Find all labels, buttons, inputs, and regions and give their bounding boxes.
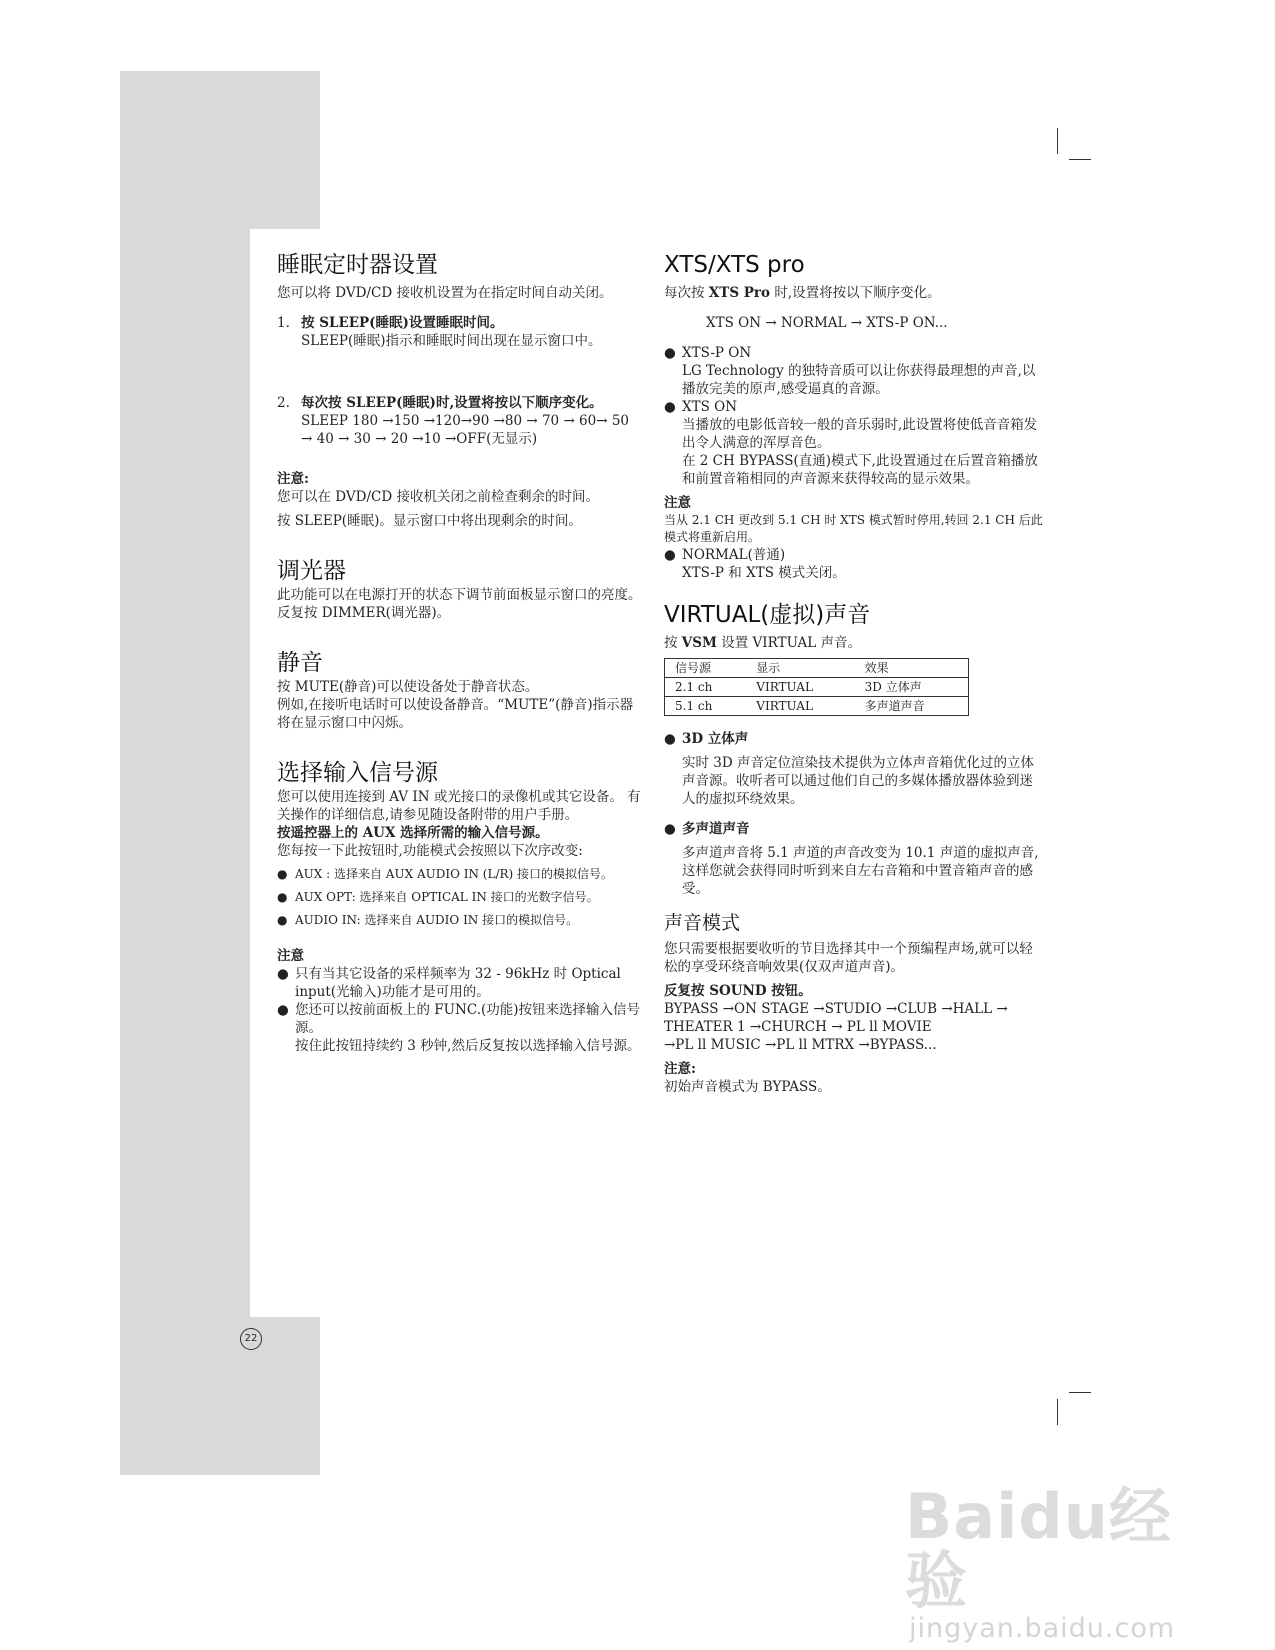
input-mode-aux-opt: AUX OPT: 选择来自 OPTICAL IN 接口的光数字信号。 bbox=[295, 890, 599, 904]
input-bold-instruction: 按遥控器上的 AUX 选择所需的输入信号源。 bbox=[277, 825, 549, 841]
virtual-title: VIRTUAL(虚拟)声音 bbox=[664, 602, 871, 628]
mute-section bbox=[277, 648, 642, 732]
sleep-sequence-line2: → 40 → 30 → 20 →10 →OFF(无显示) bbox=[301, 431, 538, 447]
table-row bbox=[665, 697, 969, 716]
sound-intro: 您只需要根据要收听的节目选择其中一个预编程声场,就可以轻松的享受环绕音响效果(仅双声道声音)。 bbox=[664, 941, 1033, 975]
mute-title: 静音 bbox=[277, 650, 323, 676]
watermark-url: jingyan.baidu.com bbox=[909, 1613, 1176, 1644]
mute-text-2: 例如,在接听电话时可以使设备静音。“MUTE”(静音)指示器将在显示窗口中闪烁。 bbox=[277, 697, 634, 731]
xts-intro: 每次按 XTS Pro 时,设置将按以下顺序变化。 bbox=[664, 285, 941, 301]
virtual-3d-text: 实时 3D 声音定位渲染技术提供为立体声音箱优化过的立体声音源。收听者可以通过他们自己的多媒体播放器体验到迷人的虚拟环绕效果。 bbox=[682, 755, 1034, 807]
xts-note-text: 当从 2.1 CH 更改到 5.1 CH 时 XTS 模式暂时停用,转回 2.1 CH 后此模式将重新启用。 bbox=[664, 513, 1043, 544]
table-cell: 多声道声音 bbox=[855, 697, 969, 716]
crop-mark bbox=[1069, 1392, 1091, 1393]
virtual-table bbox=[664, 658, 969, 716]
left-column bbox=[277, 250, 642, 1055]
watermark-logo: Baidu经验 bbox=[905, 1480, 1172, 1617]
sound-sequence-line3: →PL ll MUSIC →PL ll MTRX →BYPASS... bbox=[664, 1037, 937, 1053]
margin-band-bottom bbox=[120, 1317, 320, 1475]
xts-p-on-text: LG Technology 的独特音质可以让你获得最理想的声音,以播放完美的原声,感受逼真的音源。 bbox=[682, 363, 1036, 397]
list-item: ● AUDIO IN: 选择来自 AUDIO IN 接口的模拟信号。 bbox=[277, 913, 579, 927]
table-header: 效果 bbox=[855, 659, 969, 678]
page-number: 22 bbox=[240, 1328, 262, 1350]
sleep-title: 睡眠定时器设置 bbox=[277, 252, 438, 278]
xts-p-on-title: XTS-P ON bbox=[682, 345, 752, 361]
input-mode-audio-in: AUDIO IN: 选择来自 AUDIO IN 接口的模拟信号。 bbox=[295, 913, 579, 927]
table-header: 显示 bbox=[746, 659, 854, 678]
sound-sequence-line1: BYPASS →ON STAGE →STUDIO →CLUB →HALL → bbox=[664, 1001, 1008, 1017]
sound-sequence-line2: THEATER 1 →CHURCH → PL ll MOVIE bbox=[664, 1019, 932, 1035]
margin-band-top bbox=[120, 71, 320, 229]
sleep-sequence-line1: SLEEP 180 →150 →120→90 →80 → 70 → 60→ 50 bbox=[301, 413, 630, 429]
sleep-step1-title: 按 SLEEP(睡眠)设置睡眠时间。 bbox=[301, 315, 504, 331]
xts-title: XTS/XTS pro bbox=[664, 252, 805, 278]
input-note-2b: 按住此按钮持续约 3 秒钟,然后反复按以选择输入信号源。 bbox=[295, 1038, 641, 1054]
xts-normal-text: XTS-P 和 XTS 模式关闭。 bbox=[682, 565, 846, 581]
table-cell: 5.1 ch bbox=[665, 697, 747, 716]
list-item: ● AUX : 选择来自 AUX AUDIO IN (L/R) 接口的模拟信号。 bbox=[277, 867, 614, 881]
table-header-row bbox=[665, 659, 969, 678]
list-item: ● 多声道声音 bbox=[664, 821, 750, 837]
virtual-intro: 按 VSM 设置 VIRTUAL 声音。 bbox=[664, 635, 862, 651]
virtual-multichannel-title: 多声道声音 bbox=[682, 821, 750, 837]
sleep-intro: 您可以将 DVD/CD 接收机设置为在指定时间自动关闭。 bbox=[277, 285, 613, 301]
sound-bold-instruction: 反复按 SOUND 按钮。 bbox=[664, 983, 812, 999]
right-column bbox=[664, 250, 1044, 1096]
list-item: ● XTS ON 当播放的电影低音较一般的音乐弱时,此设置将使低音音箱发出令人满意的浑厚音色。 在 2 CH BYPASS(直通)模式下,此设置通过在后置音箱播放和前置音箱相同的声音源来获得较高的显示效果。 bbox=[664, 398, 1044, 488]
input-section bbox=[277, 758, 642, 1055]
sleep-step-2 bbox=[277, 394, 642, 448]
table-cell: 2.1 ch bbox=[665, 678, 747, 697]
xts-sequence: XTS ON → NORMAL → XTS-P ON... bbox=[706, 315, 948, 331]
input-text-2: 您每按一下此按钮时,功能模式会按照以下次序改变: bbox=[277, 843, 583, 859]
list-item: ● 3D 立体声 bbox=[664, 731, 749, 747]
virtual-3d-title: 3D 立体声 bbox=[682, 731, 749, 747]
input-note-2a: 您还可以按前面板上的 FUNC.(功能)按钮来选择输入信号源。 bbox=[295, 1002, 641, 1036]
virtual-multichannel-text: 多声道声音将 5.1 声道的声音改变为 10.1 声道的虚拟声音,这样您就会获得同时听到来自左右音箱和中置音箱声音的感受。 bbox=[682, 845, 1039, 897]
crop-mark bbox=[1057, 1399, 1058, 1425]
input-note-1: 只有当其它设备的采样频率为 32 - 96kHz 时 Optical input(光输入)功能才是可用的。 bbox=[295, 966, 621, 1000]
sleep-step1-text: SLEEP(睡眠)指示和睡眠时间出现在显示窗口中。 bbox=[301, 333, 602, 349]
sound-note-title: 注意: bbox=[664, 1061, 696, 1077]
sound-note-text: 初始声音模式为 BYPASS。 bbox=[664, 1079, 831, 1095]
dimmer-title: 调光器 bbox=[277, 558, 346, 584]
step-number: 2. bbox=[277, 395, 290, 411]
input-note-title: 注意 bbox=[277, 948, 304, 964]
xts-normal-title: NORMAL(普通) bbox=[682, 547, 786, 563]
table-cell: 3D 立体声 bbox=[855, 678, 969, 697]
input-mode-aux: AUX : 选择来自 AUX AUDIO IN (L/R) 接口的模拟信号。 bbox=[295, 867, 614, 881]
sleep-note-1: 您可以在 DVD/CD 接收机关闭之前检查剩余的时间。 bbox=[277, 489, 599, 505]
dimmer-section bbox=[277, 556, 642, 622]
virtual-section bbox=[664, 600, 1044, 898]
table-cell: VIRTUAL bbox=[746, 697, 854, 716]
crop-mark bbox=[1069, 159, 1091, 160]
table-row bbox=[665, 678, 969, 697]
sleep-step-1 bbox=[277, 314, 642, 350]
sleep-note-2: 按 SLEEP(睡眠)。显示窗口中将出现剩余的时间。 bbox=[277, 513, 582, 529]
margin-band-side bbox=[120, 229, 250, 1317]
sleep-note-title: 注意: bbox=[277, 471, 309, 487]
dimmer-text-2: 反复按 DIMMER(调光器)。 bbox=[277, 605, 451, 621]
sleep-section bbox=[277, 250, 642, 530]
xts-on-title: XTS ON bbox=[682, 399, 738, 415]
mute-text-1: 按 MUTE(静音)可以使设备处于静音状态。 bbox=[277, 679, 539, 695]
sleep-step2-title: 每次按 SLEEP(睡眠)时,设置将按以下顺序变化。 bbox=[301, 395, 603, 411]
list-item: ● 您还可以按前面板上的 FUNC.(功能)按钮来选择输入信号源。 按住此按钮持续约 3 秒钟,然后反复按以选择输入信号源。 bbox=[277, 1002, 641, 1054]
sound-title: 声音模式 bbox=[664, 912, 741, 934]
input-title: 选择输入信号源 bbox=[277, 760, 438, 786]
list-item: ● XTS-P ON LG Technology 的独特音质可以让你获得最理想的声音,以播放完美的原声,感受逼真的音源。 bbox=[664, 344, 1044, 398]
xts-section bbox=[664, 250, 1044, 582]
table-cell: VIRTUAL bbox=[746, 678, 854, 697]
xts-on-text-1: 当播放的电影低音较一般的音乐弱时,此设置将使低音音箱发出令人满意的浑厚音色。 bbox=[682, 417, 1038, 451]
crop-mark bbox=[1057, 128, 1058, 154]
xts-note-title: 注意 bbox=[664, 495, 691, 511]
sound-section bbox=[664, 910, 1044, 1096]
table-header: 信号源 bbox=[665, 659, 747, 678]
watermark bbox=[905, 1480, 1205, 1644]
list-item: ● NORMAL(普通) XTS-P 和 XTS 模式关闭。 bbox=[664, 547, 846, 581]
step-number: 1. bbox=[277, 315, 290, 331]
xts-on-text-2: 在 2 CH BYPASS(直通)模式下,此设置通过在后置音箱播放和前置音箱相同的声音源来获得较高的显示效果。 bbox=[682, 453, 1038, 487]
dimmer-text-1: 此功能可以在电源打开的状态下调节前面板显示窗口的亮度。 bbox=[277, 587, 642, 603]
list-item: ● AUX OPT: 选择来自 OPTICAL IN 接口的光数字信号。 bbox=[277, 890, 599, 904]
input-text-1: 您可以使用连接到 AV IN 或光接口的录像机或其它设备。 有关操作的详细信息,请参见随设备附带的用户手册。 bbox=[277, 789, 641, 823]
list-item: ● 只有当其它设备的采样频率为 32 - 96kHz 时 Optical input(光输入)功能才是可用的。 bbox=[277, 965, 642, 1001]
